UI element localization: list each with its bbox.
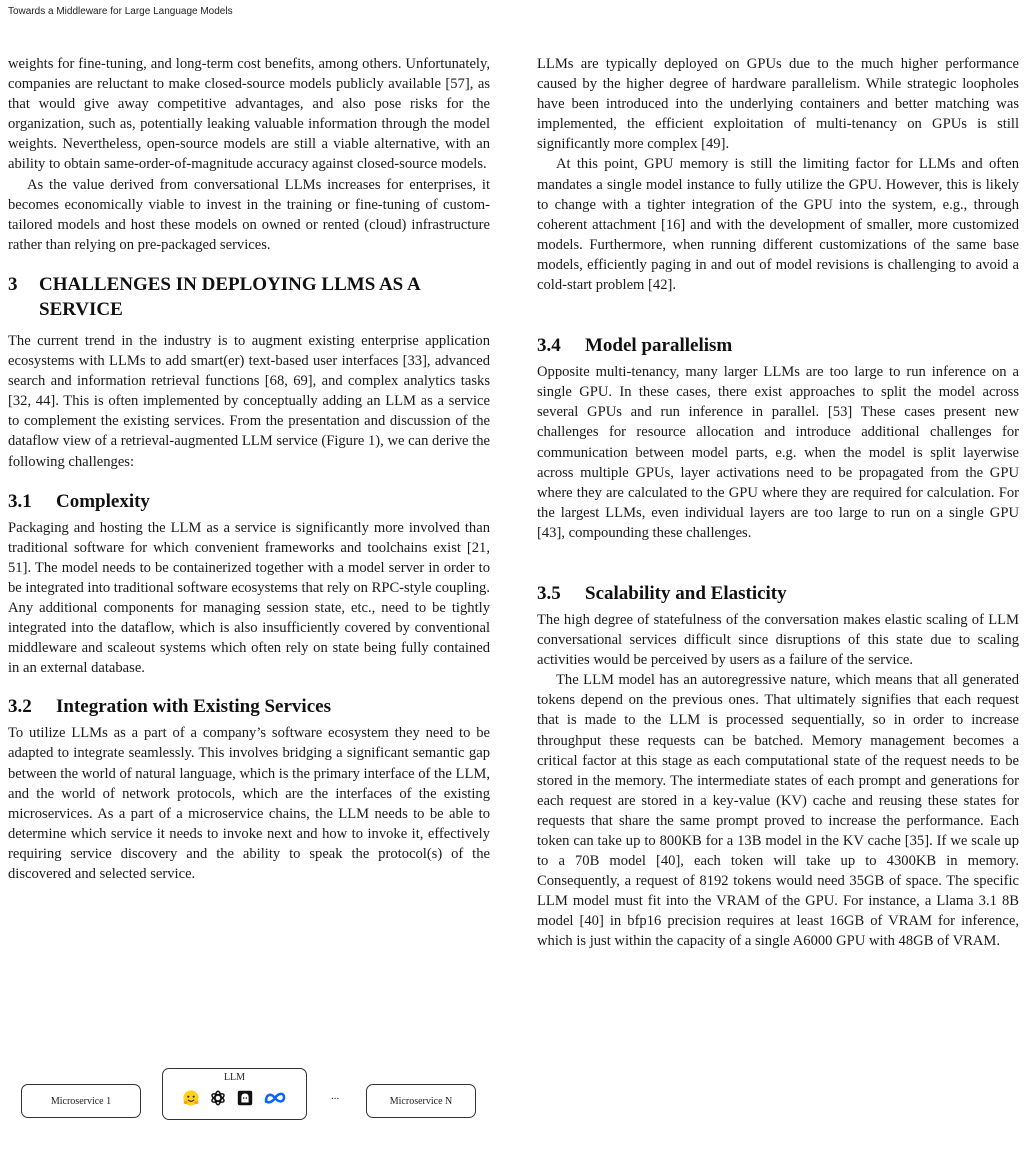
paragraph: At this point, GPU memory is still the limiting factor for LLMs and often mandates a single model instance to fully utilize the GPU. However, this is likely to change with a tighter integration of the GPU into the system, e.g., through coherent attachment [16] and with the development of smaller, more customized models. Furthermore, when running different customizations of the same base models, efficiently paging in and out of model revisions is challenging to avoid a cold-start problem [42]. <box>537 156 1019 294</box>
running-header: Towards a Middleware for Large Language Models <box>8 6 233 17</box>
paragraph: Packaging and hosting the LLM as a service is significantly more involved than traditional software for which convenient frameworks and toolchains exist [21, 51]. The model needs to be containerized together with a model server in order to be integrated into traditional software ecosystems that rely on RPC-style coupling. Any additional components for managing session state, etc., need to be tightly integrated into the dataflow, which is also insufficiently covered by conventional middleware and scaleout systems which often rely on state being fully contained in an external database. <box>8 519 490 677</box>
paragraph: weights for fine-tuning, and long-term cost benefits, among others. Unfortunately, companies are reluctant to make closed-source models publicly available [57], as that would give away competitive advantages, and also pose risks for the organization, such as, potentially leaking valuable information through the model weights. Nevertheless, open-source models are still a viable alternative, with an ability to obtain same-order-of-magnitude accuracy against closed-source models. <box>8 56 490 173</box>
llm-provider-icons <box>163 1089 306 1107</box>
paragraph: To utilize LLMs as a part of a company’s software ecosystem they need to be adapted to integrate seamlessly. This involves bridging a significant semantic gap between the world of natural language, which is the primary interface of the LLM, and the world of network protocols, which are the interfaces of the existing microservices. As a part of a microservice chains, the LLM needs to be able to determine which service it needs to invoke next and how to invoke it, effectively requiring service discovery and the ability to speak the protocol(s) of the discovered and selected service. <box>8 725 490 882</box>
subsection-title: Integration with Existing Services <box>56 696 331 718</box>
figure-ellipsis: ... <box>331 1090 340 1102</box>
subsection-title: Model parallelism <box>585 335 733 357</box>
ollama-icon <box>236 1089 254 1107</box>
subsection-heading-3-4 <box>537 334 1019 358</box>
subsection-number: 3.1 <box>8 490 32 512</box>
left-column <box>8 54 490 884</box>
subsection-title: Scalability and Elasticity <box>585 582 787 604</box>
microservice-1-label: Microservice 1 <box>50 1095 112 1107</box>
subsection-number: 3.2 <box>8 696 32 718</box>
paragraph: The LLM model has an autoregressive nature, which means that all generated tokens depend on the previous ones. That ultimately signifies that each request that is made to the LLM is processed sequentially, so in order to increase throughput these requests can be batched. Memory management becomes a critical factor at this stage as each computational state of the request needs to be stored in the memory. The intermediate states of each prompt and generations for each request are stored in a key-value (KV) cache and reusing these states for requests that share the same prompt proved to increase the performance. Each token can take up to 800KB for a 13B model in the KV cache [35]. If we scale up to a 70B model [40], each token will take up to 4300KB in memory. Consequently, a request of 8192 tokens would need 35GB of space. The specific LLM model must fit into the VRAM of the GPU. For instance, a Llama 3.1 8B model [40] in bfp16 precision requires at least 16GB of VRAM for inference, which is just within the capacity of a single A6000 GPU with 48GB of VRAM. <box>537 672 1019 950</box>
section-title: CHALLENGES IN DEPLOYING LLMS AS A SERVICE <box>39 273 420 320</box>
subsection-number: 3.5 <box>537 582 561 604</box>
paragraph: LLMs are typically deployed on GPUs due to the much higher performance caused by the higher degree of hardware parallelism. While strategic loopholes have been introduced into the underlying containers and better matching was implemented, the efficient exploitation of multi-tenancy on GPUs is still significantly more complex [49]. <box>537 56 1019 153</box>
paragraph: The current trend in the industry is to augment existing enterprise application ecosystems with LLMs to add smart(er) text-based user interfaces [33], advanced search and information retrieval functions [68, 69], and complex analytics tasks [32, 44]. This is often implemented by conceptually adding an LLM as a service to complement the existing services. From the presentation and discussion of the dataflow view of a retrieval-augmented LLM service (Figure 1), we can derive the following challenges: <box>8 332 490 470</box>
subsection-heading-3-5 <box>537 582 1019 606</box>
microservice-1-box <box>21 1084 141 1118</box>
subsection-heading-3-2 <box>8 695 490 719</box>
section-heading-3 <box>8 272 490 322</box>
llm-box <box>162 1068 307 1120</box>
right-column <box>537 54 1019 952</box>
paragraph: The high degree of statefulness of the conversation makes elastic scaling of LLM conversational services difficult since disruptions of this state due to scaling activities would be perceived by users as a failure of the service. <box>537 611 1019 669</box>
paragraph: As the value derived from conversational LLMs increases for enterprises, it becomes economically viable to invest in the training or fine-tuning of custom-tailored models and host these models on owned or rented (cloud) infrastructure rather than relying on pre-packaged services. <box>8 176 490 253</box>
paragraph: Opposite multi-tenancy, many larger LLMs are too large to run inference on a single GPU. In these cases, there exist approaches to split the model across several GPUs and run inference in parallel. [53] These cases present new challenges for resource allocation and introduce additional challenges for communication between model parts, e.g. when the model is split layerwise across multiple GPUs, layer activations need to be propagated from the GPU where they are calculated to the GPU where they are required for calculation. For the largest LLMs, even individual layers are too large to run on a single GPU [43], compounding these challenges. <box>537 364 1019 541</box>
openai-icon <box>209 1089 227 1107</box>
hugging-face-icon <box>182 1089 200 1107</box>
figure-1 <box>8 1068 490 1175</box>
subsection-title: Complexity <box>56 490 150 512</box>
microservice-n-label: Microservice N <box>389 1095 453 1107</box>
meta-icon <box>263 1089 287 1107</box>
subsection-number: 3.4 <box>537 335 561 357</box>
microservice-n-box <box>366 1084 476 1118</box>
subsection-heading-3-1 <box>8 490 490 514</box>
section-number: 3 <box>8 273 18 295</box>
llm-label: LLM <box>223 1072 246 1083</box>
